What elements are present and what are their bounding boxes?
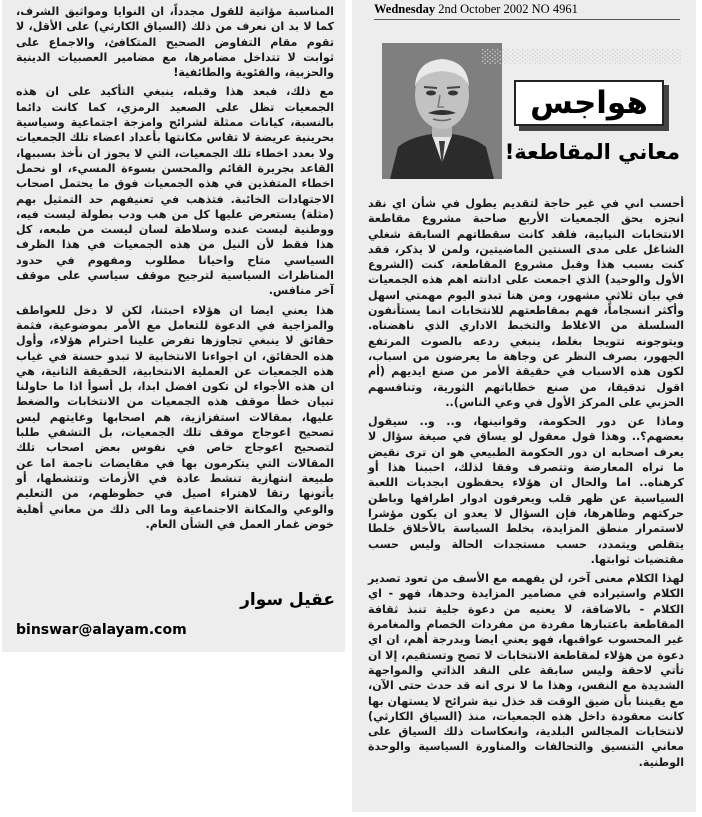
- left-column-clipping: [2, 0, 345, 652]
- column-title: هواجس: [530, 85, 648, 121]
- dateline-date: 2nd October 2002: [438, 2, 529, 16]
- author-name: عقيل سوار: [240, 590, 335, 610]
- dateline-issue: NO 4961: [531, 2, 578, 16]
- faded-background-texture: ░░░░░░░░░░░░░░░░░░░░: [482, 50, 682, 65]
- right-column-clipping: [352, 0, 696, 812]
- left-column-body: [16, 4, 334, 536]
- column-title-box: [514, 80, 664, 126]
- dateline-rule: [374, 19, 680, 20]
- paragraph: مع ذلك، فبعد هذا وقبله، ينبغي التأكيد على ان هذه الجمعيات تظل على الصعيد الرمزي، كما كانت دائما بالنسبة، كيانات ممثلة لشرائح وامزجة اجتماعية وسياسية بحرينية عريضة لا تقاس مكانتها بأعداد اعضاء تلك الجمعيات ولا بعدد اخطاء تلك الجمعيات، التي لا يجوز ان نأخذ بسببها، القاعد بجريرة القائم والمحسن بسوءة المسيء، او نحمل اخطاء المتفذين في هذه الجمعيات فوق ما يحتمل اصحاب الاجتهادات الخائبة. فتذهب في تعنيفهم حد التمثيل بهم (مثلة) يستعرض عليها كل من هب ودب بطولة ليست فيه، ووطنية ليست عنده وسلاطة لسان ليست من طبعه، كل هذا فقط لأن النيل من هذه الجمعيات في هذا الظرف السياسي متاح واحيانا مطلوب ومفهوم في حدود المناظرات السياسية لترجيح موقف سياسي على موقف آخر منافس.: [16, 85, 334, 298]
- paragraph: هذا يعني ايضا ان هؤلاء احبتنا، لكن لا دخل للعواطف والمزاجية في الدعوة للتعامل مع الأمر بموضوعية، فثمة حقائق لا ينبغي تجاوزها تفرض علينا احترام هؤلاء، وأول هذه الحقائق، ان اجواءنا الانتخابية لا تبدو حسنة في غياب هذه الجمعيات عن العملية الانتخابية، الحقيقة الثانية، هي ان هذه الأجواء لن تكون افضل ابدا، بل أسوأ اذا ما حاولنا تبيان خطأ موقف هذه الجمعيات من الانتخابات والضغط عليها، بمقالات استفزازية، هم اصحابها وغايتهم ليس تصحيح اعوجاج موقف تلك الجمعيات، بل التشفي طلبا لتصحيح اعوجاج خاص في نفوس بعض اصحاب تلك المقالات التي يتكرمون بها في مقايضات ناجمة اما عن طبيعة انتهازية تنشط عادة في الأزمات وتتشطها، أو يأتونها رتقا لاهتراء اصيل في حظوظهم، من التعليم والوعي والمكانة الاجتماعية وما الى ذلك من معاني أهلية خوض غمار العمل في الشأن العام.: [16, 303, 334, 531]
- paragraph: أحسب اني في غير حاجة لتقديم يطول في شأن اي نقد انجزه بحق الجمعيات الأربع صاحبة مشروع مقاطعة الانتخابات النيابية، فلقد كانت سقطاتهم السابقة شغلي الشاغل على مدى السنتين الماضيتين، ولمن لا يذكر، فقد كنت بسبب هذا وقبل مشروع المقاطعة، كنت (الشروع الأول والوحيد) الذي اجمعت على ادانته اهم هذه الجمعيات في بيان ثلاثي مشهور، ومن هنا تبدو اليوم مهمتي اسهل وأكثر انسجاماً، فهم بمقاطعتهم للانتخابات انما يستأنفون السلسلة من الاغلاط والتخبط الاداري الذي ناهضناه. ويتوجونه تتويجا بغلط، ينبغي ردعه بالصوت المرتفع الجهور، بصرف النظر عن وجاهة ما يعرضون من اسباب، لكون هذه الاسباب في حقيقة الأمر من صنع ايديهم (أم اقول تدقيقا، من صنع خطاباتهم الثورية، وتنافسهم الحزبي على المركز الأول في وعي الناس)..: [368, 197, 684, 409]
- paragraph: المناسبة مؤاتية للقول مجدداً، ان النوايا ومواثيق الشرف، كما لا بد ان نعرف من ذلك (السياق الكارثي) على الأقل، لا تقوم مقام التفاوض الصحيح المتكافئ، والاجماع على ثوابت لا تتداخل مضامرها، مع مضامير العصبيات الدينية والحزبية، والفئوية والطائفية!: [16, 5, 334, 80]
- paragraph: وماذا عن دور الحكومة، وقوانينها، و.. و.. سيقول بعضهم؟.. وهذا قول معقول لو يساق في صيغة سؤال لا يعرف اصحابه ان دور الحكومة الطبيعي هو ان ترى نقيض ما تراه المعارضة وتتصرف وفقا لذلك، احببنا هذا أو كرهناه.. اما والحال ان هؤلاء يحفظون ابجديات اللعبة السياسية عن ظهر قلب ويعرفون ادوار اطرافها وباطن حركتهم وظاهرها، فإن السؤال لا يعدو ان يكون مؤشرا لاستمرار منطق المزايدة، بخلط السياسة بالأخلاق خلطا يتقلص ويتمدد، حسب مستجدات الحالة وليس حسب مقتضيات ثوابتها.: [368, 415, 684, 566]
- paragraph: لهذا الكلام معنى آخر، لن يفهمه مع الأسف من تعود تصدير الكلام واستيراده في مضامير المزايدة وحدها، فهو - اي الكلام - بالاضافة، لا يعنيه من دعوة جلية تنبذ ثقافة المقاطعة باعتبارها مفردة من مفردات الخصام والمغامرة غير المحسوب عواقبها، فهو يعني ايضا وبدرجة أهم، ان اي دعوة من هؤلاء لمقاطعة الانتخابات لا تصح وتستقيم، إلا ان تأتي لاحقة وليس سابقة على النقد الذاتي والمواجهة الشديدة مع النفس، وهذا ما لا نرى انه قد حدث حتى الآن، مع يقيننا بأن ضيق الوقت قد خذل نية شرائح لا يستهان بها كانت معقودة داخل هذه الجمعيات، منذ (السياق الكارثي) لانتخابات المجالس البلدية، وانعكاسات ذلك السياق على معاني التنسيق والتحالفات والمناورة السياسية والوحدة الوطنية.: [368, 572, 684, 769]
- dateline-day: Wednesday: [374, 2, 436, 16]
- right-column-body: [368, 196, 684, 774]
- article-headline: معاني المقاطعة!: [504, 140, 680, 164]
- dateline: [374, 2, 578, 17]
- author-email: binswar@alayam.com: [16, 622, 187, 638]
